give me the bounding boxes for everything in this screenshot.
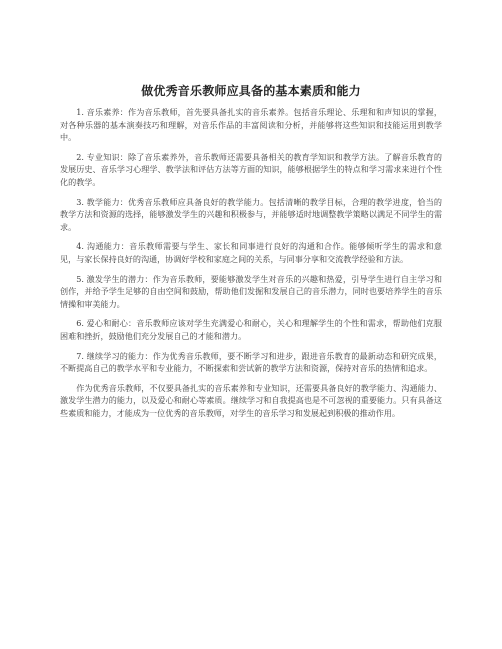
paragraph-teaching-ability: 3. 教学能力：优秀音乐教师应具备良好的教学能力。包括清晰的教学目标，合理的教学进度，恰当的教学方法和资源的选择，能够激发学生的兴趣和积极参与，并能够适时地调整教学策略以满足不同学生的需求。	[60, 196, 442, 232]
paragraph-communication: 4. 沟通能力：音乐教师需要与学生、家长和同事进行良好的沟通和合作。能够倾听学生的需求和意见，与家长保持良好的沟通，协调好学校和家庭之间的关系，与同事分享和交流教学经验和方法。	[60, 241, 442, 264]
paragraph-continuous-learning: 7. 继续学习的能力：作为优秀音乐教师，要不断学习和进步，跟进音乐教育的最新动态和研究成果，不断提高自己的教学水平和专业能力，不断探索和尝试新的教学方法和资源，保持对音乐的热情和追求。	[60, 350, 442, 374]
document-title: 做优秀音乐教师应具备的基本素质和能力	[141, 84, 361, 98]
document-body	[60, 106, 442, 426]
paragraph-music-literacy: 1. 音乐素养：作为音乐教师，首先要具备扎实的音乐素养。包括音乐理论、乐理和和声知识的掌握，对各种乐器的基本演奏技巧和理解，对音乐作品的丰富阅读和分析，并能够将这些知识和技能运用到教学中。	[60, 107, 442, 143]
paragraph-love-patience: 6. 爱心和耐心：音乐教师应该对学生充满爱心和耐心，关心和理解学生的个性和需求，帮助他们克服困难和挫折，鼓励他们充分发展自己的才能和潜力。	[60, 318, 442, 341]
paragraph-conclusion: 作为优秀音乐教师，不仅要具备扎实的音乐素养和专业知识，还需要具备良好的教学能力、沟通能力、激发学生潜力的能力，以及爱心和耐心等素质。继续学习和自我提高也是不可忽视的重要能力。只有具备这些素质和能力，才能成为一位优秀的音乐教师，对学生的音乐学习和发展起到积极的推动作用。	[60, 382, 442, 418]
paragraph-student-potential: 5. 激发学生的潜力：作为音乐教师，要能够激发学生对音乐的兴趣和热爱，引导学生进行自主学习和创作，并给予学生足够的自由空间和鼓励，帮助他们发掘和发展自己的音乐潜力，同时也要培养学生的音乐情操和审美能力。	[60, 273, 442, 309]
paragraph-professional-knowledge: 2. 专业知识：除了音乐素养外，音乐教师还需要具备相关的教育学知识和教学方法。了解音乐教育的发展历史、音乐学习心理学、教学法和评估方法等方面的知识，能够根据学生的特点和学习需求来进行个性化的教学。	[60, 151, 442, 187]
